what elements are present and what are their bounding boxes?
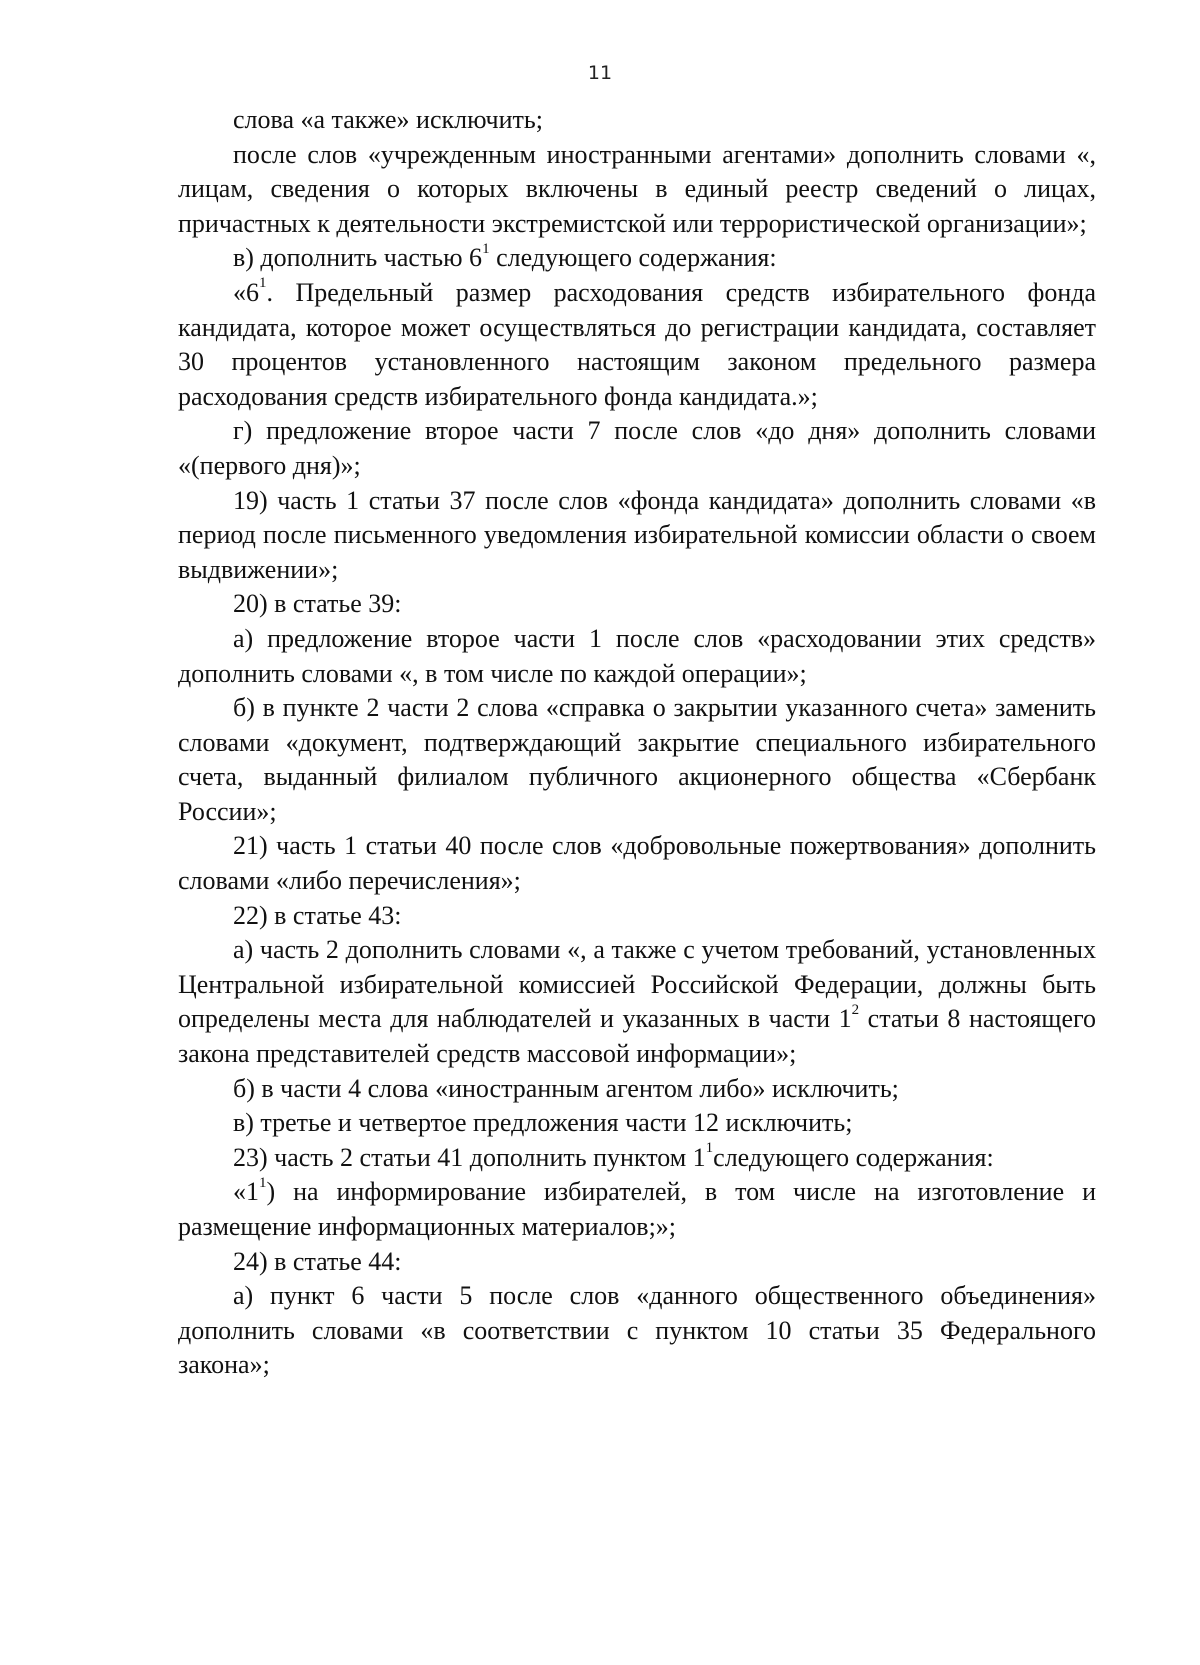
paragraph: в) дополнить частью $6^1$ следующего содержания: xyxy=(233,240,777,273)
paragraph: б) в пункте 2 части 2 слова «справка о закрытии указанного счета» заменить словами «документ, подтверждающий закрытие специального избирательного счета, выданный филиалом публичного акционерного общества «Сбербанк России»; xyxy=(178,693,1096,826)
paragraph: а) часть 2 дополнить словами «, а также с учетом требований, установленных Центральной избирательной комиссией Российской Федерации, должны быть определены места для наблюдателей и указанных в части $1^2$ статьи 8 настоящего закона представителей средств массовой информации»; xyxy=(178,935,1097,1069)
paragraph: 19) часть 1 статьи 37 после слов «фонда кандидата» дополнить словами «в период после письменного уведомления избирательной комиссии области о своем выдвижении»; xyxy=(178,485,1096,584)
paragraph: г) предложение второе части 7 после слов «до дня» дополнить словами «(первого дня)»; xyxy=(178,416,1096,480)
paragraph: б) в части 4 слова «иностранным агентом либо» исключить; xyxy=(233,1073,899,1103)
superscript: 2 xyxy=(851,1001,860,1018)
paragraph: «$1^1$) на информирование избирателей, в том числе на изготовление и размещение информационных материалов;»; xyxy=(178,1174,1096,1241)
paragraph: 22) в статье 43: xyxy=(233,900,402,930)
paragraph: а) предложение второе части 1 после слов «расходовании этих средств» дополнить словами «, в том числе по каждой операции»; xyxy=(178,623,1096,688)
superscript: 1 xyxy=(482,240,490,257)
superscript: 1 xyxy=(705,1140,714,1157)
paragraph: 20) в статье 39: xyxy=(233,589,402,619)
paragraph: 24) в статье 44: xyxy=(233,1246,402,1276)
superscript: 1 xyxy=(259,275,267,292)
paragraph: 23) часть 2 статьи 41 дополнить пунктом $1^1следующего$ содержания: xyxy=(233,1140,994,1172)
paragraph: «$6^1$. Предельный размер расходования средств избирательного фонда кандидата, которое может осуществляться до регистрации кандидата, составляет 30 процентов установленного настоящим законом предельного размера расходования средств избирательного фонда кандидата.»; xyxy=(178,275,1096,411)
paragraph: а) пункт 6 части 5 после слов «данного общественного объединения» дополнить словами «в соответствии с пунктом 10 статьи 35 Федерального закона»; xyxy=(178,1281,1096,1380)
document-body xyxy=(178,103,1096,1383)
paragraph: слова «а также» исключить; xyxy=(233,105,543,134)
page-number: 11 xyxy=(587,62,613,84)
paragraph: 21) часть 1 статьи 40 после слов «добровольные пожертвования» дополнить словами «либо перечисления»; xyxy=(178,831,1096,896)
paragraph: в) третье и четвертое предложения части 12 исключить; xyxy=(233,1108,853,1138)
paragraph: после слов «учрежденным иностранными агентами» дополнить словами «, лицам, сведения о которых включены в единый реестр сведений о лицах, причастных к деятельности экстремистской или террористической организации»; xyxy=(178,139,1096,238)
superscript: 1 xyxy=(259,1174,267,1191)
